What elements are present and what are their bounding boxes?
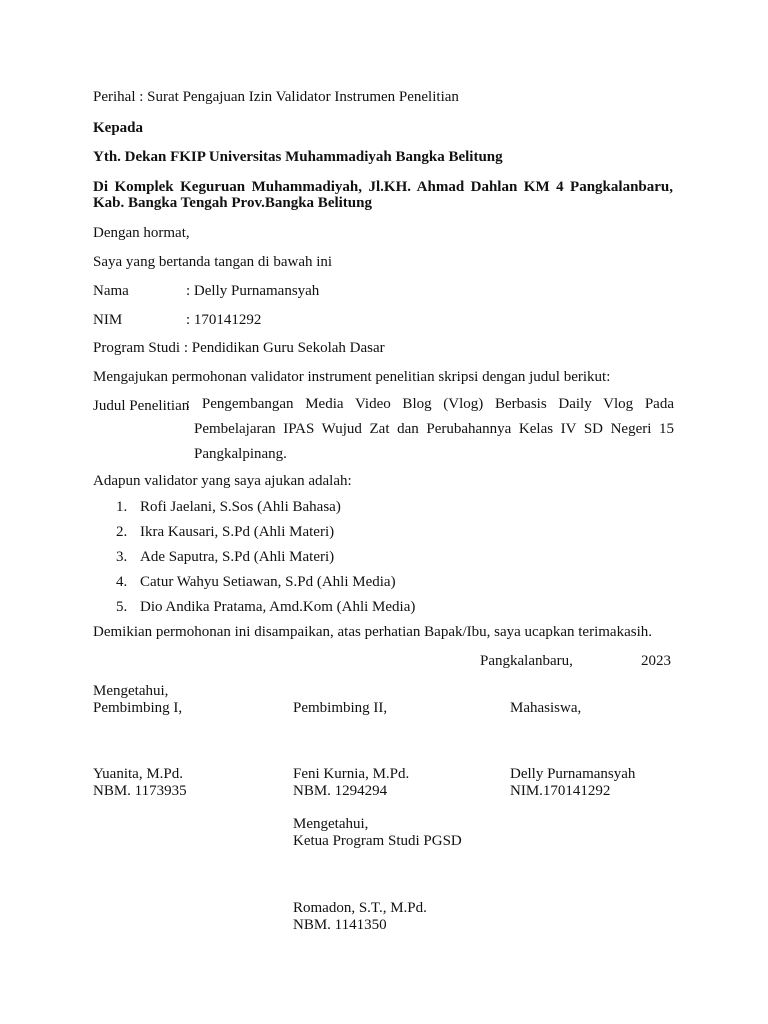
validator-intro: Adapun validator yang saya ajukan adalah: (93, 473, 352, 489)
recipient-line: Yth. Dekan FKIP Universitas Muhammadiyah Bangka Belitung (93, 149, 503, 165)
list-text: Dio Andika Pratama, Amd.Kom (Ahli Media) (140, 599, 416, 615)
list-number: 3. (116, 549, 128, 565)
nim-value: : 170141292 (186, 312, 262, 328)
list-item (116, 547, 415, 572)
intro-line: Saya yang bertanda tangan di bawah ini (93, 254, 333, 270)
list-text: Rofi Jaelani, S.Sos (Ahli Bahasa) (140, 499, 341, 515)
judul-label: Judul Penelitian (93, 398, 190, 414)
list-item (116, 597, 415, 622)
list-text: Ade Saputra, S.Pd (Ahli Materi) (140, 549, 335, 565)
list-number: 1. (116, 499, 128, 515)
list-item (116, 497, 415, 522)
address-line-2: Kab. Bangka Tengah Prov.Bangka Belitung (93, 195, 372, 211)
mahasiswa-name: Delly Purnamansyah (510, 766, 636, 782)
address-line-1: Di Komplek Keguruan Muhammadiyah, Jl.KH. Ahmad Dahlan KM 4 Pangkalanbaru, (93, 179, 673, 195)
nama-label: Nama (93, 283, 129, 299)
prodi-line: Program Studi : Pendidikan Guru Sekolah Dasar (93, 340, 385, 356)
pembimbing2-title: Pembimbing II, (293, 700, 388, 716)
judul-text (186, 392, 674, 467)
mengetahui-1: Mengetahui, (93, 683, 169, 699)
list-number: 2. (116, 524, 128, 540)
nim-label: NIM (93, 312, 123, 328)
list-item (116, 572, 415, 597)
request-line: Mengajukan permohonan validator instrument penelitian skripsi dengan judul berikut: (93, 369, 611, 385)
perihal-line: Perihal : Surat Pengajuan Izin Validator Instrumen Penelitian (93, 89, 459, 105)
list-number: 4. (116, 574, 128, 590)
list-item (116, 522, 415, 547)
mahasiswa-title: Mahasiswa, (510, 700, 582, 716)
pembimbing2-nbm: NBM. 1294294 (293, 783, 388, 799)
list-text: Catur Wahyu Setiawan, S.Pd (Ahli Media) (140, 574, 396, 590)
judul-line-3: Pangkalpinang. (194, 446, 287, 462)
kaprodi-name: Romadon, S.T., M.Pd. (293, 900, 427, 916)
mahasiswa-nim: NIM.170141292 (510, 783, 611, 799)
validator-list (116, 497, 415, 622)
greeting: Dengan hormat, (93, 225, 190, 241)
nama-value: : Delly Purnamansyah (186, 283, 320, 299)
pembimbing2-name: Feni Kurnia, M.Pd. (293, 766, 410, 782)
kaprodi-title: Ketua Program Studi PGSD (293, 833, 462, 849)
judul-line-2: Pembelajaran IPAS Wujud Zat dan Perubahannya Kelas IV SD Negeri 15 (194, 421, 674, 437)
judul-line-1: : Pengembangan Media Video Blog (Vlog) Berbasis Daily Vlog Pada (186, 396, 674, 412)
kepada-label: Kepada (93, 120, 144, 136)
kaprodi-nbm: NBM. 1141350 (293, 917, 387, 933)
mengetahui-2: Mengetahui, (293, 816, 369, 832)
closing-line: Demikian permohonan ini disampaikan, atas perhatian Bapak/Ibu, saya ucapkan terimakasih. (93, 624, 652, 640)
pembimbing1-name: Yuanita, M.Pd. (93, 766, 183, 782)
pembimbing1-title: Pembimbing I, (93, 700, 183, 716)
year-label: 2023 (641, 653, 671, 669)
place-label: Pangkalanbaru, (480, 653, 573, 669)
pembimbing1-nbm: NBM. 1173935 (93, 783, 187, 799)
list-number: 5. (116, 599, 128, 615)
list-text: Ikra Kausari, S.Pd (Ahli Materi) (140, 524, 335, 540)
